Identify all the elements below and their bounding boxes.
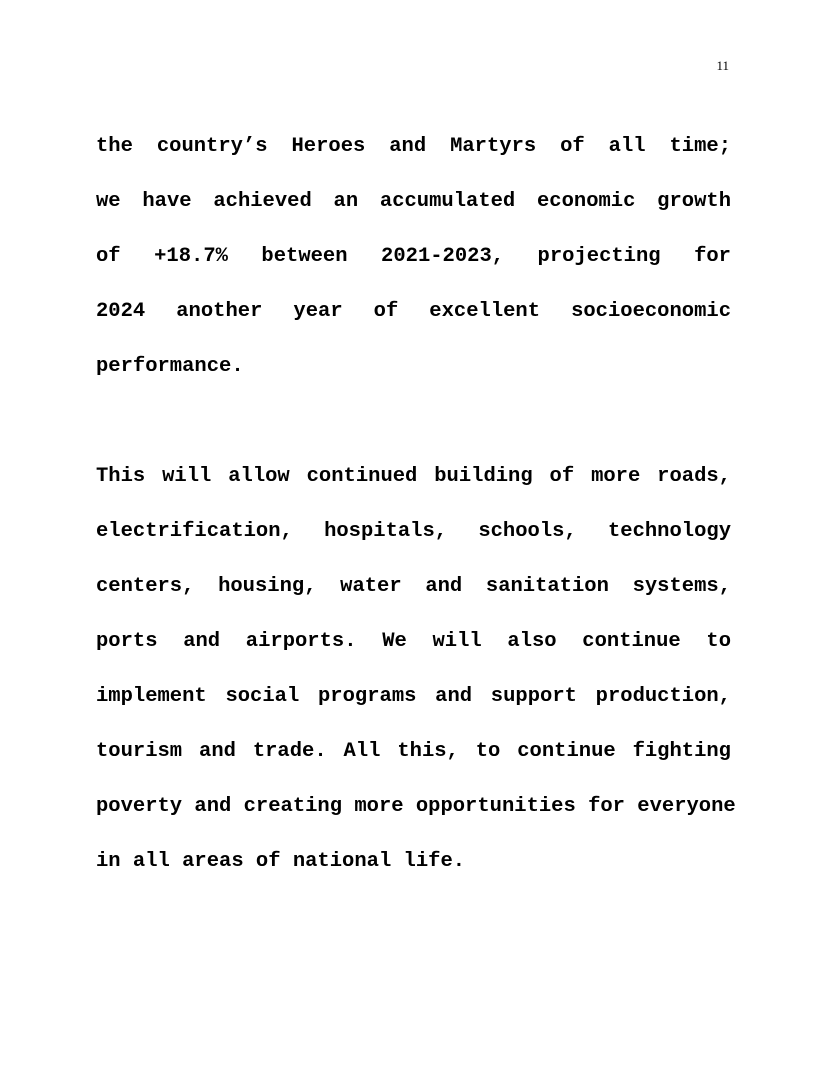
paragraph-line: centers, housing, water and sanitation systems,: [96, 575, 731, 598]
paragraph-line: tourism and trade. All this, to continue fighting: [96, 740, 731, 763]
paragraph-line: of +18.7% between 2021-2023, projecting for: [96, 245, 731, 268]
paragraph-line: electrification, hospitals, schools, technology: [96, 520, 731, 543]
paragraph-line: poverty and creating more opportunities for everyone: [96, 795, 736, 818]
paragraph-line: This will allow continued building of more roads,: [96, 465, 731, 488]
paragraph-1: [96, 132, 731, 407]
paragraph-line: we have achieved an accumulated economic growth: [96, 190, 731, 213]
paragraph-line: performance.: [96, 355, 244, 378]
paragraph-2: [96, 462, 736, 902]
paragraph-line: in all areas of national life.: [96, 850, 466, 873]
paragraph-line: implement social programs and support production,: [96, 685, 731, 708]
paragraph-line: ports and airports. We will also continue to: [96, 630, 731, 653]
paragraph-line: the country’s Heroes and Martyrs of all time;: [96, 135, 731, 158]
paragraph-line: 2024 another year of excellent socioeconomic: [96, 300, 731, 323]
page-number: 11: [716, 58, 729, 73]
